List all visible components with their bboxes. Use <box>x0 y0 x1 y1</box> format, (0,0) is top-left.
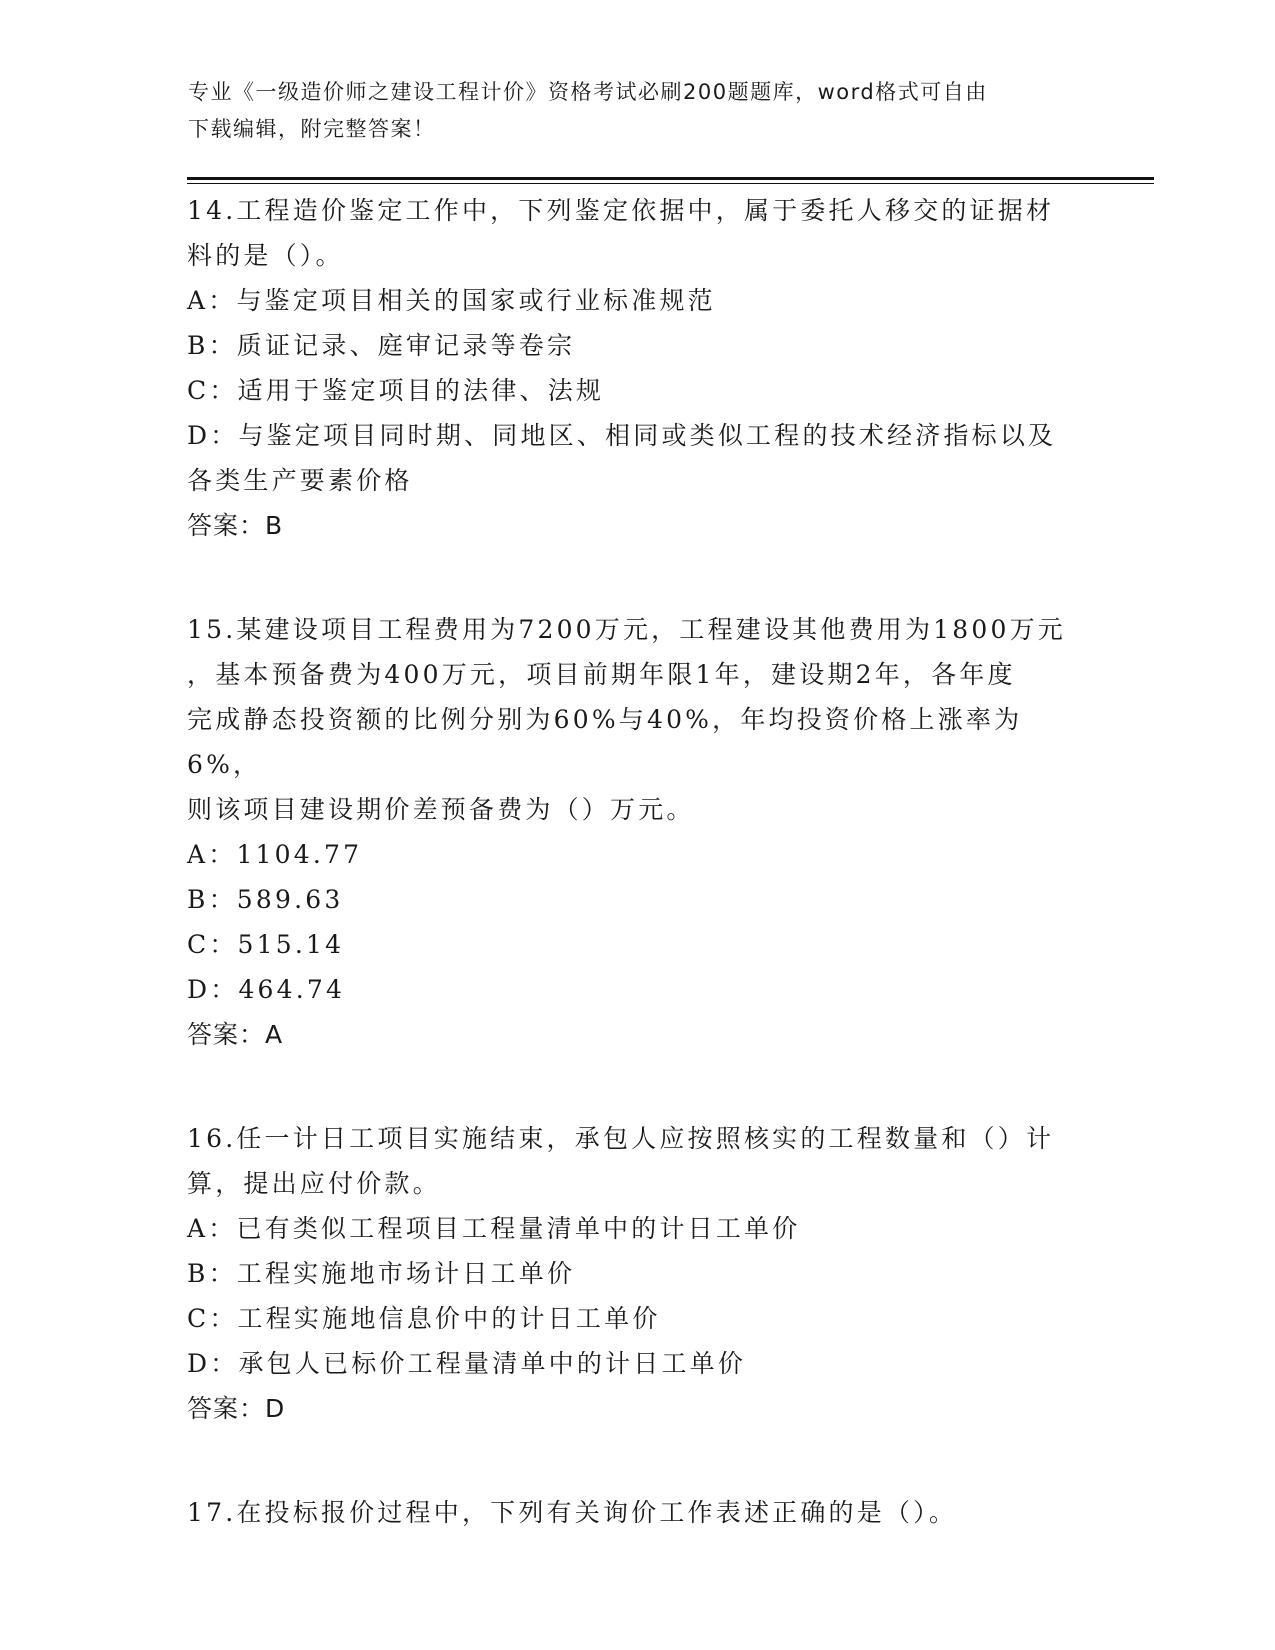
question-option-line: D：464.74 <box>187 975 346 1004</box>
question-block <box>187 188 1087 548</box>
question-block <box>187 1490 1087 1535</box>
question-option-line: A：与鉴定项目相关的国家或行业标准规范 <box>187 286 716 315</box>
question-option-line: D：承包人已标价工程量清单中的计日工单价 <box>187 1349 747 1378</box>
question-option-line: C：适用于鉴定项目的法律、法规 <box>187 376 605 405</box>
question-stem-line: 15.某建设项目工程费用为7200万元，工程建设其他费用为1800万元 <box>187 615 1067 644</box>
question-stem-line: ，基本预备费为400万元，项目前期年限1年，建设期2年，各年度 <box>187 660 1016 689</box>
question-option-line: D：与鉴定项目同时期、同地区、相同或类似工程的技术经济指标以及 <box>187 421 1057 450</box>
question-stem-line: 则该项目建设期价差预备费为（）万元。 <box>187 795 695 824</box>
question-stem-line: 料的是（）。 <box>187 241 344 270</box>
question-block <box>187 607 1087 1057</box>
question-list <box>187 188 1087 1594</box>
question-option-line: B：质证记录、庭审记录等卷宗 <box>187 331 576 360</box>
header-line-1: 专业《一级造价师之建设工程计价》资格考试必刷200题题库，word格式可自由 <box>188 80 988 104</box>
question-option-line: C：515.14 <box>187 930 345 959</box>
question-option-line: B：工程实施地市场计日工单价 <box>187 1259 576 1288</box>
question-answer: 答案：D <box>187 1394 286 1423</box>
question-block <box>187 1116 1087 1431</box>
header-divider-thin <box>187 183 1154 184</box>
document-header <box>188 74 1068 148</box>
question-option-line: B：589.63 <box>187 885 344 914</box>
question-answer: 答案：B <box>187 511 284 540</box>
header-divider-thick <box>187 177 1154 180</box>
question-stem-line: 算，提出应付价款。 <box>187 1169 441 1198</box>
question-answer: 答案：A <box>187 1020 284 1049</box>
question-stem-line: 17.在投标报价过程中，下列有关询价工作表述正确的是（）。 <box>187 1498 958 1527</box>
question-stem-line: 14.工程造价鉴定工作中，下列鉴定依据中，属于委托人移交的证据材 <box>187 196 1055 225</box>
question-option-line: 各类生产要素价格 <box>187 466 413 495</box>
question-option-line: A：1104.77 <box>187 840 363 869</box>
question-option-line: A：已有类似工程项目工程量清单中的计日工单价 <box>187 1214 801 1243</box>
question-stem-line: 完成静态投资额的比例分别为60%与40%，年均投资价格上涨率为6%， <box>187 705 1023 779</box>
header-line-2: 下载编辑，附完整答案！ <box>188 117 436 141</box>
question-option-line: C：工程实施地信息价中的计日工单价 <box>187 1304 661 1333</box>
question-stem-line: 16.任一计日工项目实施结束，承包人应按照核实的工程数量和（）计 <box>187 1124 1055 1153</box>
